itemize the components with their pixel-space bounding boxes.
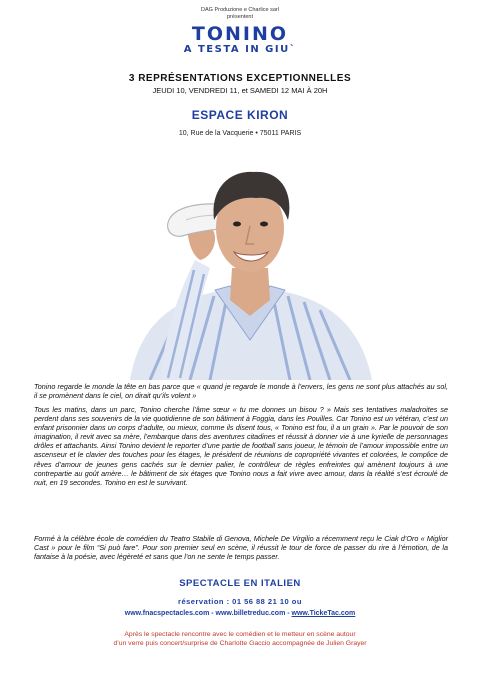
actor-photo [110,140,390,380]
presents-line: présentent [227,14,253,20]
paragraph-story: Tous les matins, dans un parc, Tonino cherche l’âme sœur « tu me donnes un bisou ? » Mais ses tentatives maladroites se perdent dans ses souvenirs de la vie quotidienne de son bâtiment à Foggia, dans les Pouilles. Car Tonino est un vétéran, c’est un enfant prisonnier dans un corps d’adulte, ou mieux, comme ils disent tous, « Tonino est fou, il a un grain ». Par le pouvoir de son imagination, il revit avec sa mère, l’embarque dans des aventures citadines et réussit à donner vie à une kyrielle de personnages drôles et attachants. Ainsi Tonino devient le reporter d’une partie de football sans joueur, le témoin de l’amour impossible entre un ascenseur et le clavier des touches pour les étages, le président de réunions de copropriété vivantes et colorées, le complice de rêves d’amour de jeunes gens cachés sur le dernier palier, le contrôleur de règles enfreintes qui amènent toujours à une contrepartie au goût amère… le bâtiment de six étages que Tonino nous a fait vivre avec amour, dans la réalité s’est écroulé de nuit, en 19 secondes. Tonino en est le survivant. [34,405,448,487]
link-ticketac[interactable]: www.TickeTac.com [291,610,356,617]
after-show-line: Après le spectacle rencontre avec le comédien et le metteur en scène autour [124,631,356,638]
producers-line: DAG Produzione e Charlice sarl [201,7,279,13]
link-separator: - [285,610,292,617]
link-fnac[interactable]: www.fnacspectacles.com [124,610,210,617]
ticket-links [0,609,480,619]
venue-name: ESPACE KIRON [191,108,289,122]
representations-heading: 3 REPRÉSENTATIONS EXCEPTIONNELLES [128,73,352,84]
after-show-note [0,630,480,648]
show-subtitle: A TESTA IN GIU` [183,44,297,55]
link-separator: - [209,610,216,617]
after-show-line: d’un verre puis concert/surprise de Charlotte Gaccio accompagnée de Julien Grayer [113,640,367,647]
producers-credit [0,7,480,21]
show-dates: JEUDI 10, VENDREDI 11, et SAMEDI 12 MAI À 20H [152,86,328,95]
paragraph-intro: Tonino regarde le monde la tête en bas parce que « quand je regarde le monde à l’envers, les gens ne sont plus attachés au sol, il se promènent dans le ciel, on dirait qu’ils volent » [34,382,448,401]
show-title: TONINO [191,23,289,45]
paragraph-actor: Formé à la célèbre école de comédien du Teatro Stabile di Genova, Michele De Virgilio a récemment reçu le Ciak d’Oro « Miglior Cast » pour le film “Si può fare”. Pour son premier seul en scène, il réussit le tour de force de passer du rire à l’émotion, de la fantaise à la poésie, avec légèreté et sans que l’on ne sente le temps passer. [34,534,448,562]
reservation-phone: réservation : 01 56 88 21 10 ou [178,597,302,606]
link-billetreduc[interactable]: www.billetreduc.com [215,610,286,617]
language-notice: SPECTACLE EN ITALIEN [179,578,301,589]
venue-address: 10, Rue de la Vacquerie • 75011 PARIS [178,130,302,137]
